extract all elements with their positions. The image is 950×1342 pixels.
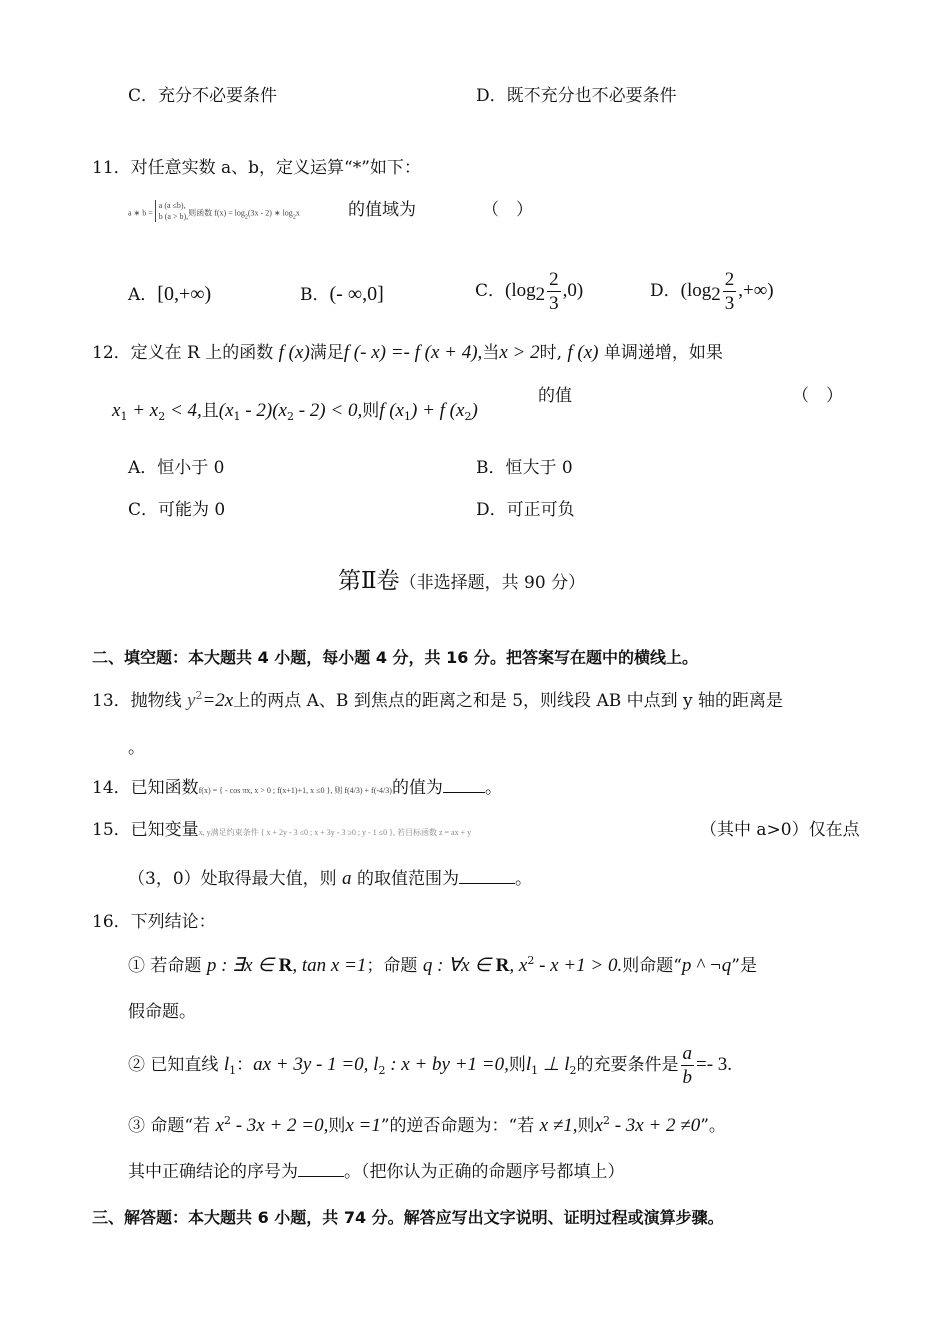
- q11-suffix: 的值域为: [348, 200, 416, 220]
- q16-title: 16．下列结论：: [92, 912, 216, 932]
- q12-option-b: B．恒大于 0: [476, 458, 573, 478]
- q11-option-c-frac: C．(log2 $\frac{2}{3}$ ,0): [475, 269, 584, 314]
- section2-heading: 二、填空题：本大题共 4 小题，每小题 4 分，共 16 分。把答案写在题中的横线上。: [92, 648, 698, 667]
- q16-conclusion: 其中正确结论的序号为 。（把你认为正确的命题序号都填上）: [128, 1162, 625, 1182]
- q13-stem: 13．抛物线 $y^2=2x$上的两点 A、B 到焦点的距离之和是 5，则线段 AB 中点到 y 轴的距离是: [92, 689, 784, 711]
- q16-answer-blank[interactable]: [298, 1176, 344, 1177]
- q14-stem: 14．已知函数f(x) = { - cos πx, x > 0 ; f(x+1)+1, x ≤0 }, 则 f(4/3) + f(-4/3)的值为 。: [92, 778, 502, 798]
- q11-stem: 11．对任意实数 a、b，定义运算“*”如下：: [92, 158, 421, 178]
- q12-answer-paren: （ ）: [792, 386, 843, 406]
- q11-option-b: B．(- ∞,0]: [300, 283, 384, 305]
- q16-statement-2: ② 已知直线 $l_1$：ax + 3y - 1 =0, $l_2$ : x + by +1 =0,则$l_1$ ⊥ $l_2$的充要条件是 $\frac{a}{b}$ =- 3.: [128, 1043, 733, 1088]
- q12-option-a: A．恒小于 0: [128, 458, 225, 478]
- q12-line1: 12．定义在 R 上的函数 f (x)满足f (- x) =- f (x + 4),当x > 2时, f (x) 单调递增，如果: [92, 342, 723, 363]
- q14-answer-blank[interactable]: [443, 792, 485, 793]
- part2-heading: 第Ⅱ卷（非选择题，共 90 分）: [338, 568, 586, 594]
- q11-option-d-frac: D．(log2 $\frac{2}{3}$ ,+∞): [650, 269, 774, 314]
- q15-stem-suffix: （其中 a>0）仅在点: [700, 820, 860, 840]
- q11-answer-paren: （ ）: [482, 200, 533, 220]
- q16-statement-3: ③ 命题“若 $x^2 - 3x + 2 =0$,则x =1”的逆否命题为：“若 x ≠1,则$x^2 - 3x + 2 \ne 0$”。: [128, 1114, 726, 1136]
- q12-option-c: C．可能为 0: [128, 500, 226, 520]
- section3-heading: 三、解答题：本大题共 6 小题，共 74 分。解答应写出文字说明、证明过程或演算步骤。: [92, 1208, 724, 1227]
- q15-stem: 15．已知变量x, y满足约束条件 { x + 2y - 3 ≤0 ; x + 3y - 3 ≥0 ; y - 1 ≤0 }, 若目标函数 z = ax + y: [92, 820, 472, 840]
- q11-option-a: A．[0,+∞): [128, 283, 212, 305]
- q10-option-d: D．既不充分也不必要条件: [476, 86, 677, 106]
- q12-suffix: 的值: [538, 386, 572, 406]
- q10-option-c: C．充分不必要条件: [128, 86, 278, 106]
- q13-end: 。: [128, 738, 145, 758]
- q12-option-d: D．可正可负: [476, 500, 575, 520]
- q15-answer-blank[interactable]: [459, 883, 515, 884]
- q16-statement-1: ① 若命题 p : ∃x ∈ R, tan x =1；命题 q : ∀x ∈ R, $x^2 - x +1 > 0$.则命题“p ^ ¬q”是: [128, 954, 757, 976]
- q12-line2: $x_1 + x_2 < 4$,且$(x_1 - 2)(x_2 - 2) < 0$,则f $(x_1) + f$ $(x_2)$: [112, 400, 478, 423]
- q15-line2: （3，0）处取得最大值，则 a 的取值范围为 。: [128, 868, 532, 889]
- q11-definition: a ∗ b = a (a ≤b), b (a > b), 则函数 f(x) = log2(3x - 2) ∗ log2x: [128, 201, 300, 222]
- q16-statement-1-end: 假命题。: [128, 1002, 196, 1022]
